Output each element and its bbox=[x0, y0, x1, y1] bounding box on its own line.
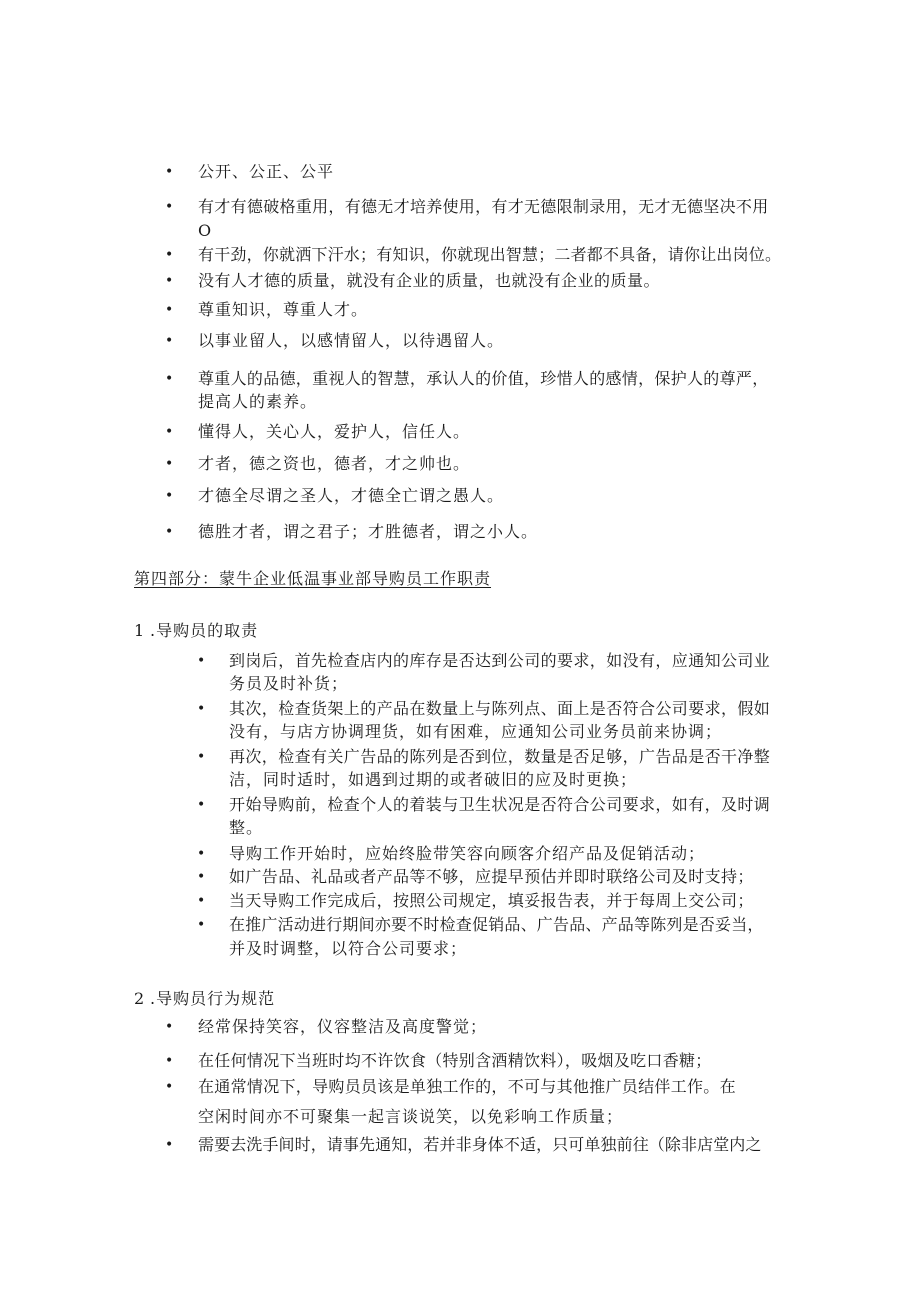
list-bullet: • bbox=[197, 749, 206, 765]
list-item: 导购工作开始时，应始终脸带笑容向顾客介绍产品及促销活动； bbox=[229, 844, 706, 863]
subsection-title: .导购员的取责 bbox=[150, 621, 259, 640]
list-item-continuation: O bbox=[198, 221, 213, 240]
list-bullet: • bbox=[197, 653, 206, 669]
subsection-title: .导购员行为规范 bbox=[150, 989, 276, 1008]
list-bullet: • bbox=[165, 199, 174, 215]
list-bullet: • bbox=[165, 164, 174, 180]
list-bullet: • bbox=[197, 846, 206, 862]
list-item: 在通常情况下，导购员员该是单独工作的，不可与其他推广员结伴工作。在 bbox=[198, 1077, 736, 1096]
list-item: 公开、公正、公平 bbox=[198, 162, 335, 181]
list-item: 才德全尽谓之圣人，才德全亡谓之愚人。 bbox=[198, 486, 505, 505]
subsection-number: 2 bbox=[134, 989, 146, 1008]
list-item: 有才有德破格重用，有德无才培养使用，有才无德限制录用，无才无德坚决不用 bbox=[198, 197, 769, 216]
list-item: 才者，德之资也，德者，才之帅也。 bbox=[198, 454, 471, 473]
list-bullet: • bbox=[165, 371, 174, 387]
list-item-continuation: 提高人的素养。 bbox=[198, 392, 318, 411]
list-item: 经常保持笑容，仪容整洁及高度警觉； bbox=[198, 1017, 488, 1036]
list-item-continuation: 没有，与店方协调理货，如有困难，应通知公司业务员前来协调； bbox=[229, 722, 723, 741]
list-bullet: • bbox=[165, 333, 174, 349]
list-bullet: • bbox=[197, 797, 206, 813]
list-bullet: • bbox=[165, 488, 174, 504]
list-item-continuation: 务员及时补货； bbox=[229, 674, 349, 693]
list-item: 其次，检查货架上的产品在数量上与陈列点、面上是否符合公司要求，假如 bbox=[229, 699, 771, 718]
list-item: 需要去洗手间时，请事先通知，若并非身体不适，只可单独前往（除非店堂内之 bbox=[198, 1135, 762, 1154]
list-bullet: • bbox=[165, 1053, 174, 1069]
subsection-number: 1 bbox=[134, 621, 146, 640]
list-item-continuation: 整。 bbox=[229, 818, 264, 837]
list-item: 尊重知识，尊重人才。 bbox=[198, 300, 369, 319]
list-bullet: • bbox=[165, 302, 174, 318]
list-item: 在任何情况下当班时均不许饮食（特别含酒精饮料），吸烟及吃口香糖； bbox=[198, 1051, 712, 1070]
list-item: 当天导购工作完成后，按照公司规定，填妥报告表，并于每周上交公司； bbox=[229, 891, 754, 910]
list-bullet: • bbox=[197, 893, 206, 909]
list-item: 到岗后，首先检查店内的库存是否达到公司的要求，如没有，应通知公司业 bbox=[229, 651, 771, 670]
list-item: 如广告品、礼品或者产品等不够，应提早预估并即时联络公司及时支持； bbox=[229, 867, 754, 886]
list-item: 开始导购前，检查个人的着装与卫生状况是否符合公司要求，如有，及时调 bbox=[229, 795, 771, 814]
list-bullet: • bbox=[165, 1079, 174, 1095]
list-item-continuation: 洁，同时适时，如遇到过期的或者破旧的应及时更换； bbox=[229, 770, 638, 789]
list-bullet: • bbox=[165, 247, 174, 263]
list-item-continuation: 空闲时间亦不可聚集一起言谈说笑，以免彩响工作质量； bbox=[198, 1107, 624, 1126]
list-item: 德胜才者，谓之君子；才胜德者，谓之小人。 bbox=[198, 522, 539, 541]
list-bullet: • bbox=[165, 424, 174, 440]
list-item: 在推广活动进行期间亦要不时检查促销品、广告品、产品等陈列是否妥当， bbox=[229, 915, 764, 934]
list-bullet: • bbox=[165, 456, 174, 472]
list-item: 以事业留人，以感情留人，以待遇留人。 bbox=[198, 331, 505, 350]
list-bullet: • bbox=[165, 524, 174, 540]
list-item-continuation: 并及时调整，以符合公司要求； bbox=[229, 939, 468, 958]
list-bullet: • bbox=[197, 917, 206, 933]
section-title: 第四部分：蒙牛企业低温事业部导购员工作职责 bbox=[134, 569, 492, 588]
list-item: 懂得人，关心人，爱护人，信任人。 bbox=[198, 422, 471, 441]
list-bullet: • bbox=[197, 869, 206, 885]
list-item: 再次，检查有关广告品的陈列是否到位，数量是否足够，广告品是否干净整 bbox=[229, 747, 771, 766]
list-bullet: • bbox=[165, 1019, 174, 1035]
list-item: 尊重人的品德，重视人的智慧，承认人的价值，珍惜人的感情，保护人的尊严， bbox=[198, 369, 769, 388]
list-item: 有干劲，你就洒下汗水；有知识，你就现出智慧；二者都不具备，请你让出岗位。 bbox=[198, 245, 782, 264]
list-bullet: • bbox=[165, 273, 174, 289]
list-bullet: • bbox=[165, 1137, 174, 1153]
list-item: 没有人才德的质量，就没有企业的质量，也就没有企业的质量。 bbox=[198, 271, 661, 290]
list-bullet: • bbox=[197, 701, 206, 717]
